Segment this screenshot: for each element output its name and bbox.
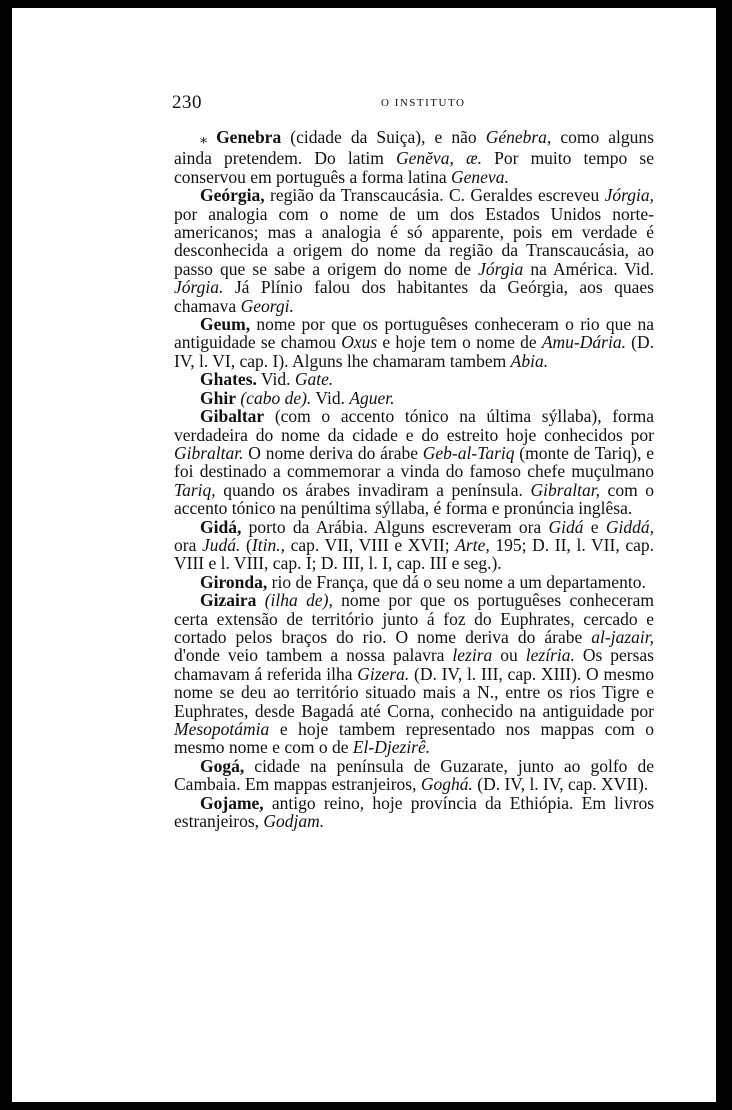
entry-italic-text: Geb-al-Tariq: [422, 442, 515, 463]
entry-text: O nome deriva do árabe: [243, 442, 423, 463]
entry-italic-text: Gizera.: [357, 663, 410, 684]
entry-headword: Gizaira: [200, 590, 257, 611]
entry-italic-text: Jórgia,: [604, 185, 654, 206]
entry-italic-text: lezíria.: [525, 645, 575, 666]
entry-mark: ⁎: [200, 132, 207, 147]
entry-italic-text: Georgi.: [240, 295, 294, 316]
entry-text: Vid.: [311, 387, 350, 408]
entry-text: (: [240, 534, 252, 555]
entry-text: Já Plínio falou dos habitantes da Geórgia, aos quaes chamava: [174, 277, 654, 316]
entry-italic-text: Judá.: [202, 534, 241, 555]
entry-italic-text: Arte,: [455, 534, 490, 555]
entry-italic-text: al-jazair,: [591, 626, 654, 647]
entry-text: e: [583, 516, 606, 537]
dictionary-entry: [174, 370, 654, 388]
entry-text: (D. IV, l. III, cap. XIII). O mesmo nome se deu ao território situado mais a N., entre os rios Tigre e Euphrates, desde Bagadá até Corna, conhecido na antiguidade por: [174, 663, 654, 721]
entry-text: d'onde veio tambem a nossa palavra: [174, 645, 453, 666]
entry-text: 195; D. II, l. VII, cap. VIII e l. VIII, cap. I; D. III, l. I, cap. III e seg.).: [174, 534, 654, 574]
dictionary-entry: [174, 128, 654, 186]
entry-text: ora: [174, 534, 202, 555]
dictionary-entry: [174, 757, 654, 794]
book-page: [12, 8, 716, 1102]
entry-italic-text: Giddá,: [605, 516, 654, 537]
entry-headword: Genebra: [216, 127, 282, 147]
entry-text: (monte de Tariq), e foi destinado a commemorar a vinda do famoso chefe muçulmano: [174, 442, 654, 482]
entry-text: rio de França, que dá o seu nome a um departamento.: [267, 571, 646, 592]
entry-text: [256, 590, 264, 610]
dictionary-entry: [174, 794, 654, 831]
dictionary-entry: [174, 573, 654, 591]
entry-headword: Gidá,: [200, 516, 242, 537]
entry-italic-text: Génebra,: [485, 127, 552, 147]
entry-text: cap. VII, VIII e XVII;: [284, 534, 456, 555]
entry-text: Vid.: [256, 369, 295, 390]
page-header: [172, 92, 652, 116]
entry-text: ou: [492, 645, 526, 666]
entry-text: (com o accento tónico na última sýllaba), forma verdadeira do nome da cidade e do estreito hoje conhecidos por: [174, 406, 654, 445]
page-number: 230: [172, 92, 202, 113]
entry-text: nome por que os portuguêses conheceram o rio que na antiguidade se chamou: [174, 314, 654, 353]
dictionary-entry: [174, 518, 654, 573]
entry-headword: Gironda,: [200, 571, 268, 592]
dictionary-entry: [174, 186, 654, 315]
dictionary-text: [174, 128, 654, 830]
running-head: O INSTITUTO: [381, 97, 466, 109]
entry-text: como alguns ainda pretendem. Do latim: [174, 127, 654, 169]
entry-text: antigo reino, hoje província da Ethiópia. Em livros estranjeiros,: [174, 792, 654, 832]
entry-italic-text: Goghá.: [420, 774, 473, 795]
entry-italic-text: Tariq,: [174, 479, 216, 500]
entry-headword: Ghates.: [200, 369, 257, 390]
entry-italic-text: Oxus: [341, 332, 378, 353]
entry-italic-text: (cabo de).: [240, 387, 312, 408]
entry-text: nome por que os portuguêses conheceram certa extensão de território junto á foz do Euphrates, cercado e cortado pelos braços do rio. O nome deriva do árabe: [174, 590, 654, 647]
entry-italic-text: Mesopotámia: [174, 719, 270, 739]
entry-italic-text: Abia.: [510, 350, 549, 371]
entry-text: (cidade da Suiça), e não: [281, 127, 486, 147]
entry-headword: Gogá,: [200, 755, 245, 776]
entry-text: quando os árabes invadiram a península.: [215, 479, 531, 500]
entry-italic-text: lezira: [452, 645, 493, 666]
entry-headword: Geórgia,: [200, 185, 265, 206]
entry-italic-text: Gibraltar.: [174, 442, 244, 463]
dictionary-entry: [174, 591, 654, 757]
entry-text: Por muito tempo se conservou em português a forma latina: [174, 148, 654, 187]
dictionary-entry: [174, 389, 654, 407]
entry-italic-text: Gate.: [294, 369, 334, 390]
entry-italic-text: Aguer.: [349, 387, 395, 408]
entry-text: (D. IV, l. IV, cap. XVII).: [472, 774, 649, 795]
entry-headword: Gojame,: [200, 792, 264, 813]
entry-headword: Geum,: [200, 314, 251, 335]
dictionary-entry: [174, 407, 654, 517]
entry-italic-text: Amu-Dária.: [541, 332, 626, 353]
entry-text: e hoje tem o nome de: [377, 332, 542, 353]
entry-text: e hoje tambem representado nos mappas com o mesmo nome e com o de: [174, 719, 654, 758]
entry-italic-text: Jórgia.: [174, 277, 224, 298]
entry-text: na América. Vid.: [523, 258, 654, 279]
entry-text: porto da Arábia. Alguns escreveram ora: [241, 516, 549, 537]
entry-italic-text: Gibraltar,: [530, 479, 600, 500]
entry-italic-text: Itin.,: [251, 534, 285, 555]
entry-headword: Ghir: [200, 387, 236, 408]
entry-italic-text: Genĕva, æ.: [396, 148, 482, 169]
entry-italic-text: Jórgia: [478, 258, 524, 279]
entry-italic-text: (ilha de),: [264, 590, 333, 611]
entry-text: por analogia com o nome de um dos Estados Unidos norte-americanos; mas a analogia é só apparente, pois em verdade é desconhecida a origem do nome da região da Transcaucásia, ao passo que se sabe a origem do nome de: [174, 203, 654, 279]
entry-italic-text: El-Djezirê.: [352, 737, 431, 758]
entry-text: região da Transcaucásia. C. Geraldes escreveu: [264, 185, 605, 206]
entry-text: cidade na península de Guzarate, junto ao golfo de Cambaia. Em mappas estranjeiros,: [174, 755, 654, 795]
dictionary-entry: [174, 315, 654, 370]
entry-text: com o accento tónico na penúltima sýllaba, é forma e pronúncia inglêsa.: [174, 479, 654, 519]
entry-headword: Gibaltar: [200, 406, 265, 427]
entry-italic-text: Gidá: [548, 516, 584, 537]
entry-italic-text: Geneva.: [451, 166, 509, 187]
entry-text: Os persas chamavam á referida ilha: [174, 645, 654, 684]
entry-italic-text: Godjam.: [263, 811, 325, 832]
entry-text: (D. IV, l. VI, cap. I). Alguns lhe chamaram tambem: [174, 332, 654, 371]
